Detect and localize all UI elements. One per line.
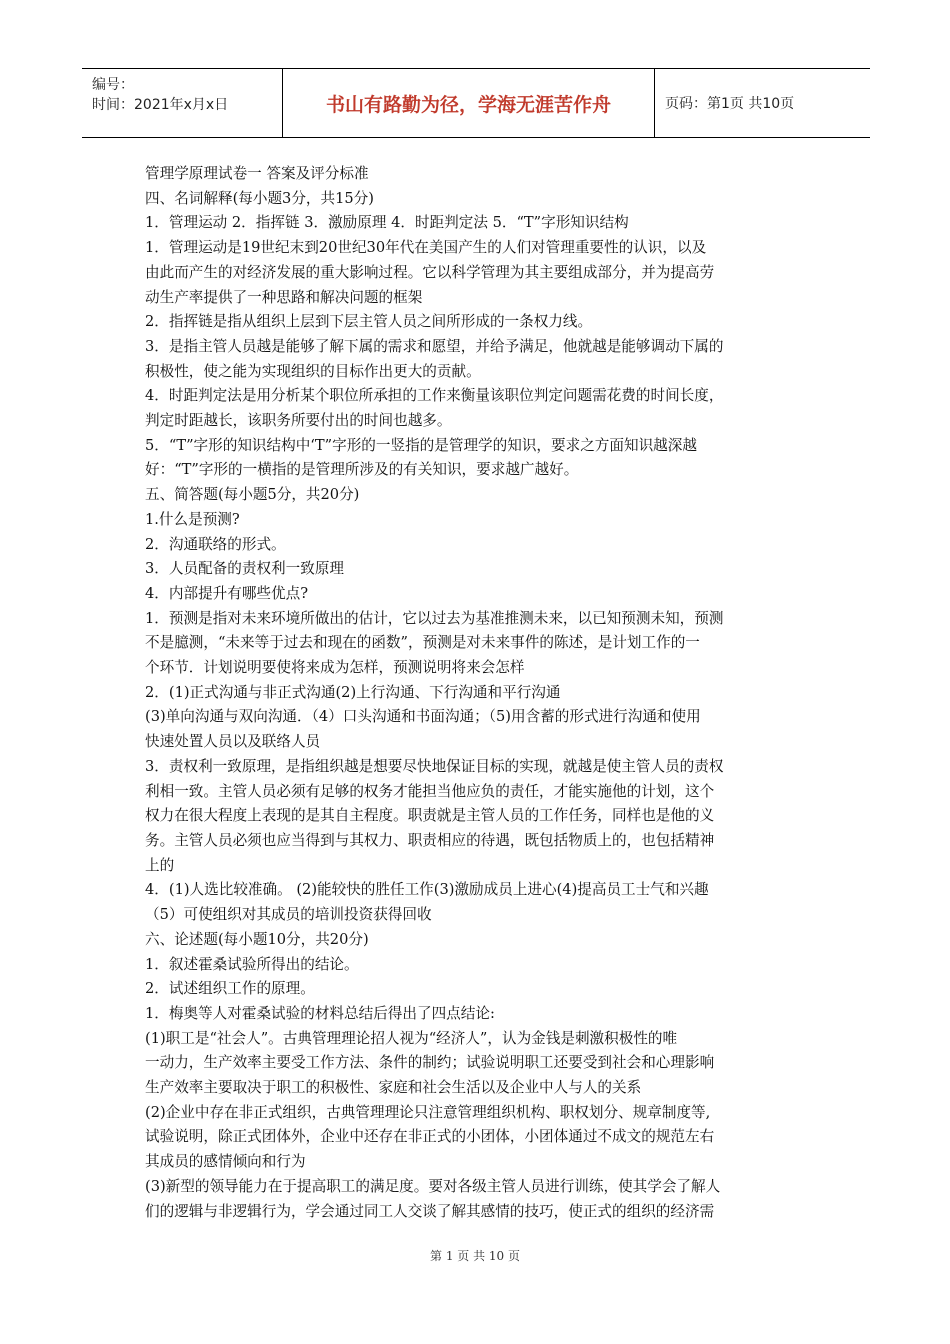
- section-heading: 六、论述题(每小题10分，共20分): [145, 930, 369, 948]
- text-line: 3．人员配备的责权利一致原理: [145, 560, 345, 578]
- text-line: 利相一致。主管人员必须有足够的权务才能担当他应负的责任，才能实施他的计划，这个: [145, 782, 715, 800]
- header-motto: 书山有路勤为径，学海无涯苦作舟: [282, 69, 655, 137]
- section-heading: 五、简答题(每小题5分，共20分): [145, 486, 360, 504]
- text-line: 不是臆测，“未来等于过去和现在的函数”，预测是对未来事件的陈述，是计划工作的一: [145, 634, 700, 652]
- document-body: [145, 162, 810, 1224]
- text-line: 生产效率主要取决于职工的积极性、家庭和社会生活以及企业中人与人的关系: [145, 1079, 642, 1097]
- text-line: 务。主管人员必须也应当得到与其权力、职责相应的待遇，既包括物质上的，也包括精神: [145, 831, 715, 849]
- header-meta: [82, 69, 282, 137]
- text-line: 5．“T”字形的知识结构中‘T”字形的一竖指的是管理学的知识，要求之方面知识越深越: [145, 436, 697, 454]
- text-line: 试验说明，除正式团体外，企业中还存在非正式的小团体，小团体通过不成文的规范左右: [145, 1128, 715, 1146]
- text-line: 由此而产生的对经济发展的重大影响过程。它以科学管理为其主要组成部分，并为提高劳: [145, 263, 715, 281]
- page-header: [82, 68, 870, 138]
- text-line: 判定时距越长，该职务所要付出的时间也越多。: [145, 412, 452, 430]
- text-line: 们的逻辑与非逻辑行为，学会通过同工人交谈了解其感情的技巧，使正式的组织的经济需: [145, 1202, 715, 1220]
- text-line: 动生产率提供了一种思路和解决问题的框架: [145, 288, 423, 306]
- text-line: (1)职工是“社会人”。古典管理理论招人视为“经济人”，认为金钱是刺激积极性的唯: [145, 1029, 678, 1047]
- text-line: (3)新型的领导能力在于提高职工的满足度。要对各级主管人员进行训练，使其学会了解人: [145, 1177, 721, 1195]
- text-line: 1．预测是指对未来环境所做出的估计，它以过去为基准推测未来，以已知预测未知，预测: [145, 609, 724, 627]
- document-number-label: 编号：: [92, 77, 134, 93]
- text-line: 2．沟通联络的形式。: [145, 535, 286, 553]
- title-line: 管理学原理试卷一 答案及评分标准: [145, 165, 369, 182]
- text-line: 积极性，使之能为实现组织的目标作出更大的贡献。: [145, 362, 481, 380]
- text-line: 上的: [145, 856, 175, 874]
- text-line: 4．(1)人选比较准确。 (2)能较快的胜任工作(3)激励成员上进心(4)提高员工士气和兴趣: [145, 881, 709, 899]
- text-line: 2．(1)正式沟通与非正式沟通(2)上行沟通、下行沟通和平行沟通: [145, 683, 561, 701]
- text-line: (2)企业中存在非正式组织，古典管理理论只注意管理组织机构、职权划分、规章制度等,: [145, 1103, 711, 1121]
- text-line: 2．指挥链是指从组织上层到下层主管人员之间所形成的一条权力线。: [145, 313, 593, 331]
- text-line: 2．试述组织工作的原理。: [145, 980, 315, 998]
- text-line: 1．梅奥等人对霍桑试验的材料总结后得出了四点结论:: [145, 1004, 495, 1022]
- text-line: 1．管理运动 2．指挥链 3．激励原理 4．时距判定法 5．“T”字形知识结构: [145, 214, 629, 232]
- text-line: 1．叙述霍桑试验所得出的结论。: [145, 955, 359, 973]
- text-line: （5）可使组织对其成员的培训投资获得回收: [145, 906, 432, 924]
- text-line: 3．责权利一致原理，是指组织越是想要尽快地保证目标的实现，就越是使主管人员的责权: [145, 757, 724, 775]
- text-line: 4．内部提升有哪些优点?: [145, 584, 309, 602]
- text-line: 4．时距判定法是用分析某个职位所承担的工作来衡量该职位判定问题需花费的时间长度，: [145, 387, 724, 405]
- text-line: 其成员的感情倾向和行为: [145, 1153, 306, 1171]
- section-heading: 四、名词解释(每小题3分，共15分): [145, 189, 374, 207]
- text-line: 3．是指主管人员越是能够了解下属的需求和愿望，并给予满足，他就越是能够调动下属的: [145, 337, 724, 355]
- text-line: 1．管理运动是19世纪末到20世纪30年代在美国产生的人们对管理重要性的认识，以及: [145, 239, 707, 257]
- page-footer: 第 1 页 共 10 页: [430, 1249, 520, 1263]
- text-line: 1.什么是预测?: [145, 510, 240, 528]
- text-line: 一动力，生产效率主要受工作方法、条件的制约；试验说明职工还要受到社会和心理影响: [145, 1054, 715, 1072]
- header-page-info: 页码：第1页 共10页: [665, 96, 795, 112]
- text-line: (3)单向沟通与双向沟通．（4）口头沟通和书面沟通；（5)用含蓄的形式进行沟通和使用: [145, 708, 701, 726]
- text-line: 好：“T”字形的一横指的是管理所涉及的有关知识，要求越广越好。: [145, 461, 579, 479]
- document-time-label: 时间：2021年x月x日: [92, 97, 229, 113]
- text-line: 个环节．计划说明要使将来成为怎样，预测说明将来会怎样: [145, 659, 525, 677]
- text-line: 快速处置人员以及联络人员: [145, 733, 321, 751]
- text-line: 权力在很大程度上表现的是其自主程度。职责就是主管人员的工作任务，同样也是他的义: [145, 807, 715, 825]
